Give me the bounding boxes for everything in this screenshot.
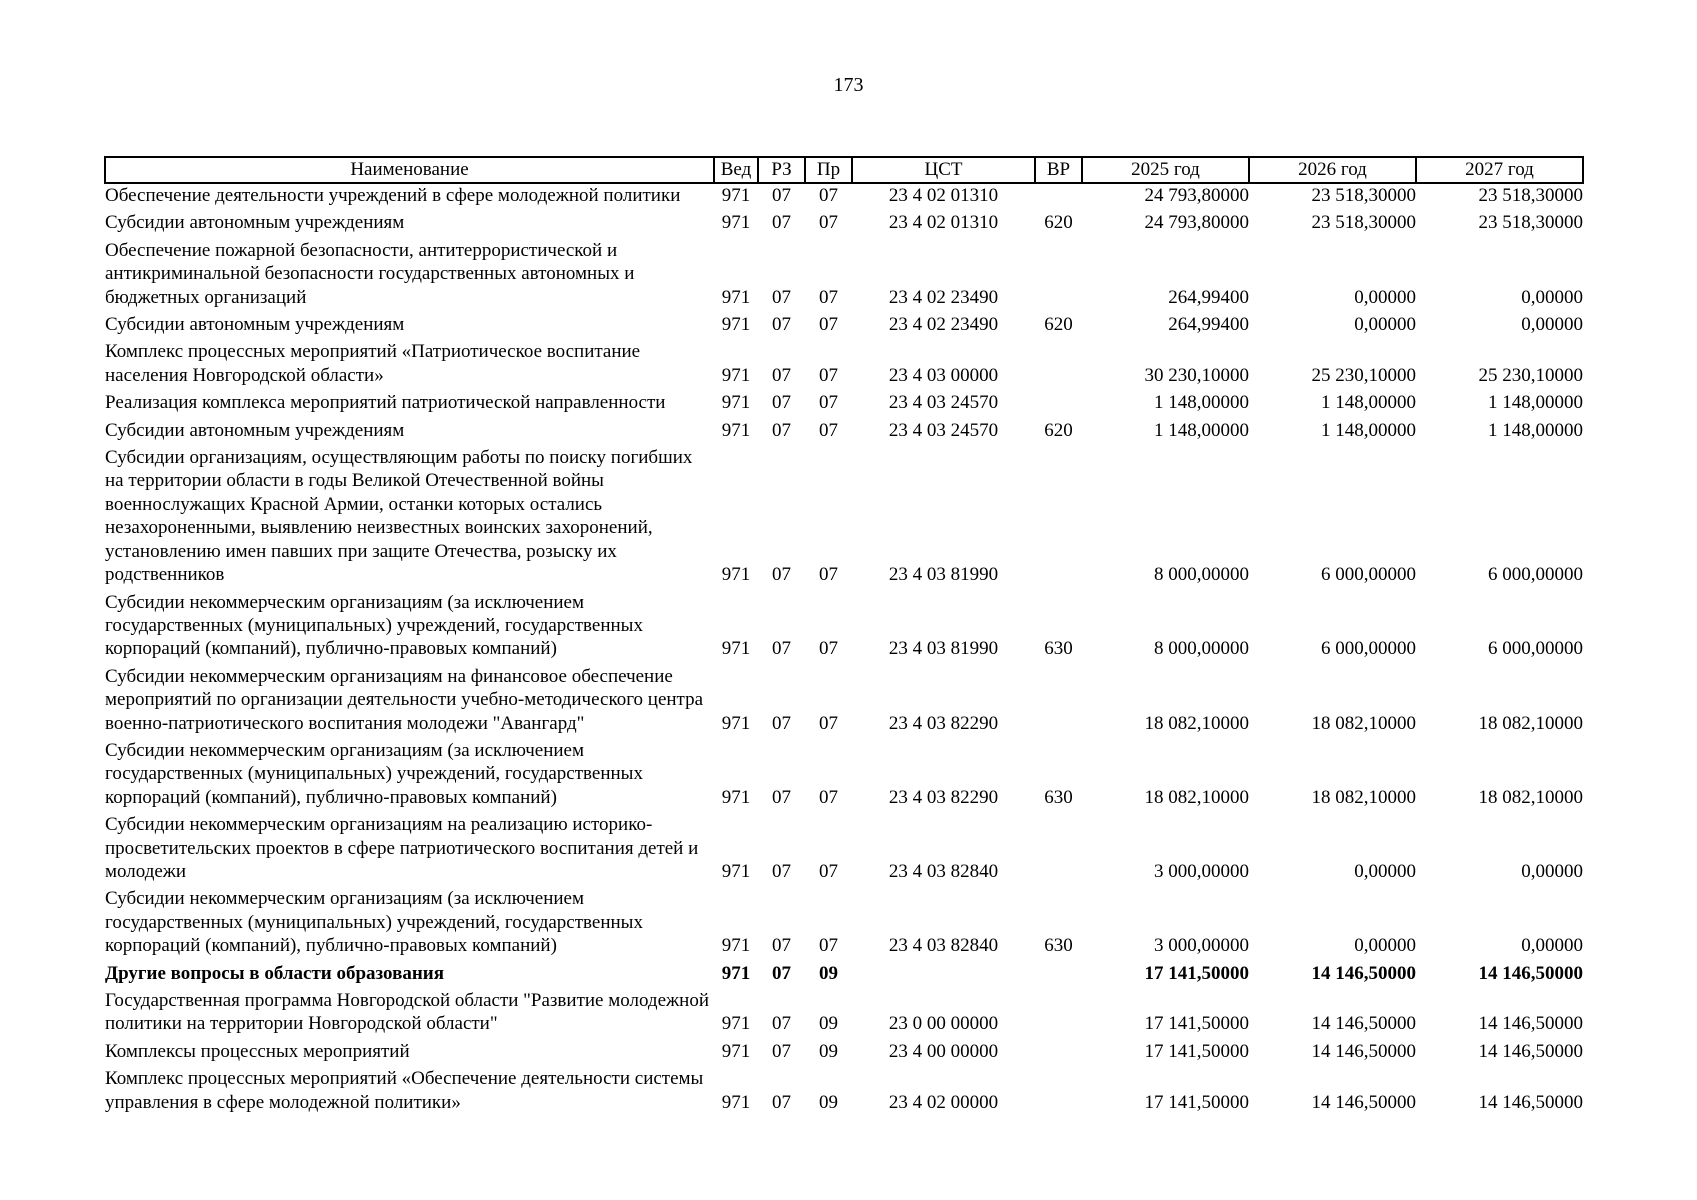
cell-ved: 971 bbox=[721, 1091, 751, 1113]
cell-y2026: 1 148,00000 bbox=[1321, 419, 1416, 441]
cell-ved: 971 bbox=[721, 564, 751, 586]
cell-cst: 23 4 03 82840 bbox=[888, 935, 999, 957]
cell-ved: 971 bbox=[721, 1013, 751, 1035]
cell-y2026: 23 518,30000 bbox=[1311, 185, 1416, 206]
cell-cst: 23 4 03 82290 bbox=[888, 712, 999, 734]
cell-ved: 971 bbox=[721, 1040, 751, 1062]
cell-vr bbox=[1035, 665, 1082, 739]
cell-y2027: 14 146,50000 bbox=[1478, 962, 1583, 984]
cell-name: Субсидии некоммерческим организациям (за исключением государственных (муниципальных) учреждений, государственных корпораций (компаний), публично-правовых компаний) bbox=[105, 888, 643, 957]
cell-y2025: 18 082,10000 bbox=[1144, 786, 1249, 808]
cell-vr: 630 bbox=[1044, 935, 1073, 957]
table-row bbox=[105, 989, 1583, 1040]
cell-vr bbox=[1035, 183, 1082, 211]
table-row bbox=[105, 183, 1583, 211]
cell-cst bbox=[852, 962, 1035, 989]
cell-vr bbox=[1035, 813, 1082, 887]
cell-rz: 07 bbox=[772, 1013, 791, 1035]
cell-name: Государственная программа Новгородской области "Развитие молодежной политики на территории Новгородской области" bbox=[105, 990, 709, 1035]
header-pr: Пр bbox=[805, 157, 852, 183]
cell-ved: 971 bbox=[721, 286, 751, 308]
cell-pr: 07 bbox=[819, 860, 838, 882]
cell-vr bbox=[1035, 340, 1082, 391]
cell-y2026: 6 000,00000 bbox=[1321, 564, 1416, 586]
cell-rz: 07 bbox=[772, 419, 791, 441]
cell-y2025: 18 082,10000 bbox=[1144, 712, 1249, 734]
header-2025: 2025 год bbox=[1082, 157, 1249, 183]
cell-y2025: 264,99400 bbox=[1168, 286, 1249, 308]
header-vr: ВР bbox=[1035, 157, 1082, 183]
cell-y2025: 30 230,10000 bbox=[1144, 364, 1249, 386]
table-row bbox=[105, 313, 1583, 340]
table-row bbox=[105, 1067, 1583, 1118]
cell-name: Субсидии организациям, осуществляющим работы по поиску погибших на территории области в годы Великой Отечественной войны военнослужащих Красной Армии, останки которых остались незахороненными, выявлению неизвестных воинских захоронений, установлению имен павших при защите Отечества, розыску их родственников bbox=[105, 447, 693, 586]
table-row bbox=[105, 813, 1583, 887]
cell-vr bbox=[1035, 962, 1082, 989]
cell-rz: 07 bbox=[772, 638, 791, 660]
cell-y2026: 1 148,00000 bbox=[1321, 392, 1416, 414]
cell-rz: 07 bbox=[772, 962, 791, 984]
cell-y2027: 0,00000 bbox=[1521, 935, 1583, 957]
cell-ved: 971 bbox=[721, 419, 751, 441]
cell-rz: 07 bbox=[772, 364, 791, 386]
cell-y2025: 17 141,50000 bbox=[1144, 962, 1249, 984]
cell-rz: 07 bbox=[772, 935, 791, 957]
cell-ved: 971 bbox=[721, 935, 751, 957]
cell-y2027: 23 518,30000 bbox=[1478, 185, 1583, 206]
cell-name: Субсидии автономным учреждениям bbox=[105, 419, 405, 441]
cell-rz: 07 bbox=[772, 786, 791, 808]
cell-y2026: 18 082,10000 bbox=[1311, 786, 1416, 808]
cell-pr: 07 bbox=[819, 364, 838, 386]
table-body bbox=[105, 183, 1583, 1118]
cell-y2026: 14 146,50000 bbox=[1311, 1040, 1416, 1062]
cell-pr: 07 bbox=[819, 286, 838, 308]
cell-rz: 07 bbox=[772, 1040, 791, 1062]
cell-ved: 971 bbox=[721, 392, 751, 414]
cell-pr: 09 bbox=[819, 962, 838, 984]
cell-pr: 07 bbox=[819, 419, 838, 441]
cell-rz: 07 bbox=[772, 1091, 791, 1113]
cell-name: Комплексы процессных мероприятий bbox=[105, 1040, 410, 1062]
table-row bbox=[105, 239, 1583, 313]
cell-y2025: 24 793,80000 bbox=[1144, 212, 1249, 234]
cell-ved: 971 bbox=[721, 786, 751, 808]
cell-y2026: 14 146,50000 bbox=[1311, 1013, 1416, 1035]
cell-y2027: 14 146,50000 bbox=[1478, 1013, 1583, 1035]
cell-pr: 07 bbox=[819, 392, 838, 414]
table-row bbox=[105, 340, 1583, 391]
cell-rz: 07 bbox=[772, 392, 791, 414]
cell-y2026: 25 230,10000 bbox=[1311, 364, 1416, 386]
cell-rz: 07 bbox=[772, 185, 791, 206]
cell-y2027: 0,00000 bbox=[1521, 286, 1583, 308]
header-2026: 2026 год bbox=[1249, 157, 1416, 183]
cell-rz: 07 bbox=[772, 712, 791, 734]
cell-name: Субсидии автономным учреждениям bbox=[105, 314, 405, 336]
cell-y2025: 264,99400 bbox=[1168, 314, 1249, 336]
cell-y2025: 17 141,50000 bbox=[1144, 1040, 1249, 1062]
cell-vr bbox=[1035, 1040, 1082, 1067]
cell-cst: 23 4 02 01310 bbox=[888, 212, 999, 234]
cell-y2025: 1 148,00000 bbox=[1154, 392, 1249, 414]
cell-rz: 07 bbox=[772, 212, 791, 234]
cell-ved: 971 bbox=[721, 185, 751, 206]
cell-pr: 07 bbox=[819, 314, 838, 336]
table-row bbox=[105, 211, 1583, 238]
cell-pr: 07 bbox=[819, 212, 838, 234]
cell-y2025: 3 000,00000 bbox=[1154, 935, 1249, 957]
cell-cst: 23 4 00 00000 bbox=[888, 1040, 999, 1062]
cell-vr bbox=[1035, 391, 1082, 418]
cell-y2026: 23 518,30000 bbox=[1311, 212, 1416, 234]
cell-ved: 971 bbox=[721, 860, 751, 882]
cell-pr: 07 bbox=[819, 564, 838, 586]
cell-ved: 971 bbox=[721, 212, 751, 234]
header-ved: Вед bbox=[714, 157, 758, 183]
cell-y2027: 14 146,50000 bbox=[1478, 1091, 1583, 1113]
cell-pr: 09 bbox=[819, 1040, 838, 1062]
cell-ved: 971 bbox=[721, 314, 751, 336]
cell-y2026: 18 082,10000 bbox=[1311, 712, 1416, 734]
cell-cst: 23 4 03 00000 bbox=[888, 364, 999, 386]
cell-cst: 23 4 03 81990 bbox=[888, 638, 999, 660]
cell-y2026: 14 146,50000 bbox=[1311, 1091, 1416, 1113]
table-row bbox=[105, 1040, 1583, 1067]
cell-cst: 23 4 02 01310 bbox=[888, 185, 999, 206]
cell-vr bbox=[1035, 1067, 1082, 1118]
cell-y2027: 25 230,10000 bbox=[1478, 364, 1583, 386]
cell-y2026: 0,00000 bbox=[1354, 860, 1416, 882]
table-row bbox=[105, 887, 1583, 961]
cell-y2025: 17 141,50000 bbox=[1144, 1013, 1249, 1035]
table-row bbox=[105, 446, 1583, 590]
cell-vr bbox=[1035, 239, 1082, 313]
cell-ved: 971 bbox=[721, 364, 751, 386]
cell-name: Субсидии некоммерческим организациям (за исключением государственных (муниципальных) учреждений, государственных корпораций (компаний), публично-правовых компаний) bbox=[105, 591, 643, 660]
cell-ved: 971 bbox=[721, 638, 751, 660]
cell-pr: 09 bbox=[819, 1013, 838, 1035]
cell-y2026: 0,00000 bbox=[1354, 286, 1416, 308]
page-number: 173 bbox=[833, 74, 864, 96]
table-row bbox=[105, 591, 1583, 665]
cell-vr: 620 bbox=[1044, 212, 1073, 234]
cell-ved: 971 bbox=[721, 712, 751, 734]
cell-pr: 09 bbox=[819, 1091, 838, 1113]
cell-vr bbox=[1035, 446, 1082, 590]
cell-name: Субсидии некоммерческим организациям на реализацию историко-просветительских проектов в сфере патриотического воспитания детей и молодежи bbox=[105, 814, 699, 882]
cell-y2027: 1 148,00000 bbox=[1488, 419, 1583, 441]
cell-vr: 630 bbox=[1044, 786, 1073, 808]
cell-cst: 23 4 03 24570 bbox=[888, 419, 999, 441]
header-cst: ЦСТ bbox=[852, 157, 1035, 183]
table-header-row bbox=[105, 157, 1583, 183]
cell-y2025: 24 793,80000 bbox=[1144, 185, 1249, 206]
cell-cst: 23 4 03 81990 bbox=[888, 564, 999, 586]
cell-rz: 07 bbox=[772, 286, 791, 308]
cell-cst: 23 4 02 23490 bbox=[888, 286, 999, 308]
table-row bbox=[105, 962, 1583, 989]
cell-y2025: 8 000,00000 bbox=[1154, 638, 1249, 660]
budget-table bbox=[104, 156, 1584, 1118]
cell-y2027: 23 518,30000 bbox=[1478, 212, 1583, 234]
table-row bbox=[105, 665, 1583, 739]
cell-cst: 23 4 03 82290 bbox=[888, 786, 999, 808]
cell-name: Субсидии автономным учреждениям bbox=[105, 212, 405, 234]
cell-vr: 620 bbox=[1044, 314, 1073, 336]
cell-vr: 620 bbox=[1044, 419, 1073, 441]
cell-name: Обеспечение пожарной безопасности, антитеррористической и антикриминальной безопасности государственных автономных и бюджетных организаций bbox=[105, 239, 635, 308]
cell-pr: 07 bbox=[819, 786, 838, 808]
cell-name: Реализация комплекса мероприятий патриотической направленности bbox=[105, 392, 666, 414]
table-row bbox=[105, 419, 1583, 446]
cell-name: Субсидии некоммерческим организациям (за исключением государственных (муниципальных) учреждений, государственных корпораций (компаний), публично-правовых компаний) bbox=[105, 739, 643, 808]
cell-name: Другие вопросы в области образования bbox=[105, 962, 445, 984]
cell-pr: 07 bbox=[819, 712, 838, 734]
cell-pr: 07 bbox=[819, 185, 838, 206]
cell-rz: 07 bbox=[772, 314, 791, 336]
cell-y2026: 0,00000 bbox=[1354, 314, 1416, 336]
cell-name: Комплекс процессных мероприятий «Обеспечение деятельности системы управления в сфере молодежной политики» bbox=[105, 1068, 704, 1113]
cell-ved: 971 bbox=[721, 962, 751, 984]
cell-y2027: 1 148,00000 bbox=[1488, 392, 1583, 414]
cell-y2027: 0,00000 bbox=[1521, 314, 1583, 336]
cell-y2027: 18 082,10000 bbox=[1478, 786, 1583, 808]
cell-y2027: 14 146,50000 bbox=[1478, 1040, 1583, 1062]
cell-y2027: 18 082,10000 bbox=[1478, 712, 1583, 734]
cell-y2025: 1 148,00000 bbox=[1154, 419, 1249, 441]
cell-pr: 07 bbox=[819, 935, 838, 957]
cell-y2026: 14 146,50000 bbox=[1311, 962, 1416, 984]
cell-y2027: 0,00000 bbox=[1521, 860, 1583, 882]
cell-rz: 07 bbox=[772, 564, 791, 586]
cell-name: Комплекс процессных мероприятий «Патриотическое воспитание населения Новгородской области» bbox=[105, 341, 641, 386]
cell-y2026: 6 000,00000 bbox=[1321, 638, 1416, 660]
cell-y2027: 6 000,00000 bbox=[1488, 638, 1583, 660]
cell-rz: 07 bbox=[772, 860, 791, 882]
cell-cst: 23 4 02 00000 bbox=[888, 1091, 999, 1113]
cell-pr: 07 bbox=[819, 638, 838, 660]
table-row bbox=[105, 391, 1583, 418]
cell-vr: 630 bbox=[1044, 638, 1073, 660]
header-2027: 2027 год bbox=[1416, 157, 1583, 183]
cell-y2025: 3 000,00000 bbox=[1154, 860, 1249, 882]
cell-cst: 23 4 03 24570 bbox=[888, 392, 999, 414]
cell-y2026: 0,00000 bbox=[1354, 935, 1416, 957]
cell-vr bbox=[1035, 989, 1082, 1040]
cell-y2025: 8 000,00000 bbox=[1154, 564, 1249, 586]
cell-cst: 23 4 02 23490 bbox=[888, 314, 999, 336]
table-row bbox=[105, 739, 1583, 813]
cell-name: Обеспечение деятельности учреждений в сфере молодежной политики bbox=[105, 185, 681, 206]
header-name: Наименование bbox=[105, 157, 714, 183]
cell-y2027: 6 000,00000 bbox=[1488, 564, 1583, 586]
header-rz: РЗ bbox=[758, 157, 805, 183]
cell-y2025: 17 141,50000 bbox=[1144, 1091, 1249, 1113]
cell-cst: 23 0 00 00000 bbox=[888, 1013, 999, 1035]
cell-cst: 23 4 03 82840 bbox=[888, 860, 999, 882]
cell-name: Субсидии некоммерческим организациям на финансовое обеспечение мероприятий по организации деятельности учебно-методического центра военно-патриотического воспитания молодежи "Авангард" bbox=[105, 665, 704, 734]
